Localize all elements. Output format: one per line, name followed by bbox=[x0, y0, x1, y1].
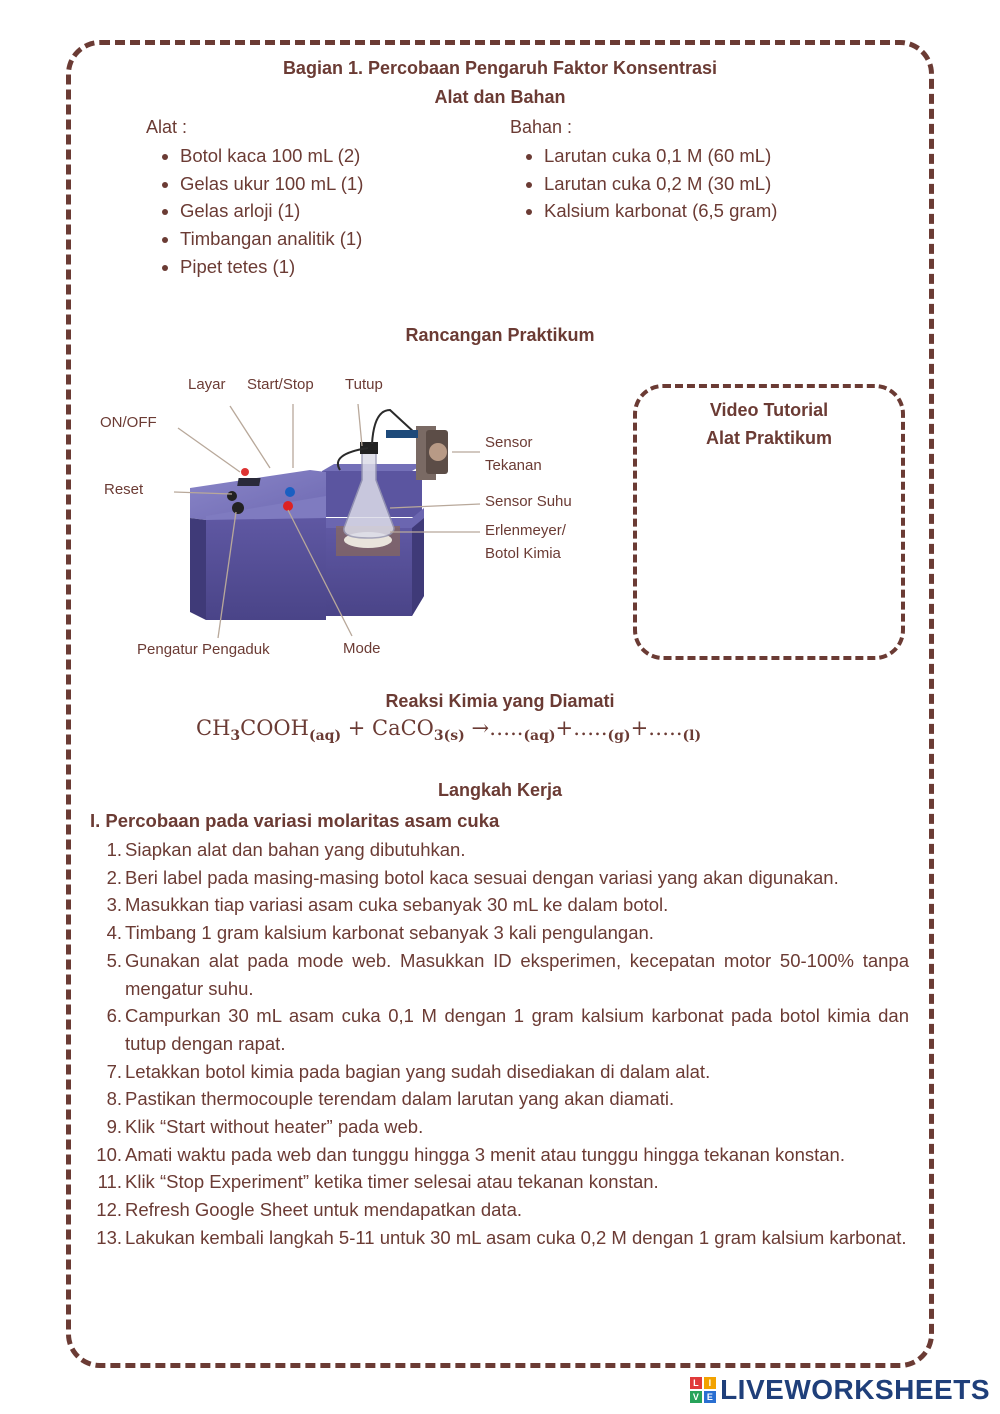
step-text: Klik “Stop Experiment” ketika timer selesai atau tekanan konstan. bbox=[125, 1171, 659, 1193]
label-sensor-tekanan-line1: Sensor bbox=[485, 434, 533, 451]
state-symbol: (aq) bbox=[308, 728, 342, 745]
reaction-equation bbox=[196, 716, 701, 744]
procedure-step bbox=[106, 947, 909, 1002]
label-sensor-tekanan-line2: Tekanan bbox=[485, 457, 542, 474]
brand-wordmark: LIVEWORKSHEETS bbox=[720, 1374, 990, 1405]
bahan-list bbox=[510, 142, 777, 225]
reactant-caco3: CaCO bbox=[372, 716, 434, 740]
design-heading: Rancangan Praktikum bbox=[405, 325, 595, 345]
state-symbol: (s) bbox=[443, 728, 465, 745]
step-text: Campurkan 30 mL asam cuka 0,1 M dengan 1 gram kalsium karbonat pada botol kimia dan tutup dengan rapat. bbox=[125, 1005, 909, 1054]
step-number: 7. bbox=[106, 1060, 122, 1082]
step-number: 12. bbox=[96, 1199, 122, 1221]
alat-item: • Botol kaca 100 mL (2) bbox=[180, 142, 363, 170]
step-text: Timbang 1 gram kalsium karbonat sebanyak 3 kali pengulangan. bbox=[125, 922, 654, 944]
plus-sign: + bbox=[341, 716, 373, 740]
procedure-steps bbox=[96, 836, 909, 1252]
product-blank-1[interactable]: ….. bbox=[489, 716, 524, 740]
reaction-arrow: → bbox=[464, 716, 490, 740]
label-mode: Mode bbox=[343, 640, 381, 657]
state-symbol: (g) bbox=[607, 728, 631, 745]
reactant-acetic: CH bbox=[196, 716, 231, 740]
bahan-item: • Kalsium karbonat (6,5 gram) bbox=[544, 197, 777, 225]
subscript: 3 bbox=[230, 728, 241, 745]
product-blank-2[interactable]: ….. bbox=[573, 716, 608, 740]
procedure-step bbox=[96, 1224, 909, 1252]
procedure-step bbox=[106, 1058, 909, 1086]
procedure-heading: Langkah Kerja bbox=[437, 780, 563, 800]
step-text: Klik “Start without heater” pada web. bbox=[125, 1116, 424, 1138]
state-symbol: (aq) bbox=[523, 728, 556, 745]
alat-item: • Gelas arloji (1) bbox=[180, 197, 363, 225]
state-symbol: (l) bbox=[682, 728, 702, 745]
apparatus-illustration bbox=[90, 368, 610, 668]
bahan-label: Bahan : bbox=[510, 117, 573, 137]
page-title: Bagian 1. Percobaan Pengaruh Faktor Konsentrasi bbox=[282, 58, 718, 78]
liveworksheets-logo-icon bbox=[690, 1377, 716, 1403]
plus-sign: + bbox=[555, 716, 574, 740]
logo-tile: E bbox=[704, 1391, 716, 1403]
step-number: 1. bbox=[106, 839, 122, 860]
logo-tile: I bbox=[704, 1377, 716, 1389]
procedure-section-title: I. Percobaan pada variasi molaritas asam cuka bbox=[90, 810, 500, 831]
procedure-step bbox=[106, 864, 909, 892]
step-number: 13. bbox=[96, 1226, 122, 1248]
step-text: Masukkan tiap variasi asam cuka sebanyak 30 mL ke dalam botol. bbox=[125, 894, 669, 916]
step-number: 5. bbox=[106, 949, 122, 971]
label-erlenmeyer-line2: Botol Kimia bbox=[485, 545, 561, 562]
step-number: 3. bbox=[106, 894, 122, 916]
label-reset: Reset bbox=[104, 481, 144, 498]
video-title-line1: Video Tutorial bbox=[709, 400, 829, 420]
alat-label: Alat : bbox=[146, 117, 188, 137]
procedure-step bbox=[96, 1141, 909, 1169]
step-number: 11. bbox=[97, 1171, 122, 1193]
alat-item: • Pipet tetes (1) bbox=[180, 253, 363, 281]
label-layar: Layar bbox=[188, 376, 226, 393]
step-number: 10. bbox=[96, 1143, 122, 1165]
step-number: 4. bbox=[106, 922, 122, 944]
alat-item: • Timbangan analitik (1) bbox=[180, 225, 363, 253]
step-number: 8. bbox=[106, 1088, 122, 1110]
step-text: Beri label pada masing-masing botol kaca sesuai dengan variasi yang akan digunakan. bbox=[125, 866, 839, 888]
procedure-step bbox=[106, 836, 909, 864]
procedure-step bbox=[96, 1196, 909, 1224]
step-number: 9. bbox=[106, 1116, 122, 1138]
materials-heading: Alat dan Bahan bbox=[434, 87, 566, 107]
step-number: 6. bbox=[106, 1005, 122, 1027]
step-text: Letakkan botol kimia pada bagian yang sudah disediakan di dalam alat. bbox=[125, 1060, 711, 1082]
procedure-step bbox=[106, 1085, 909, 1113]
logo-tile: V bbox=[690, 1391, 702, 1403]
label-pengatur-pengaduk: Pengatur Pengaduk bbox=[137, 641, 270, 658]
video-title-line2: Alat Praktikum bbox=[705, 428, 833, 448]
step-text: Siapkan alat dan bahan yang dibutuhkan. bbox=[125, 839, 466, 860]
step-text: Refresh Google Sheet untuk mendapatkan data. bbox=[125, 1199, 522, 1221]
procedure-step bbox=[106, 919, 909, 947]
label-sensor-suhu: Sensor Suhu bbox=[485, 493, 572, 510]
reactant-acetic-rest: COOH bbox=[240, 716, 309, 740]
label-tutup: Tutup bbox=[345, 376, 383, 393]
step-number: 2. bbox=[106, 866, 122, 888]
reaction-heading: Reaksi Kimia yang Diamati bbox=[385, 691, 615, 711]
apparatus-diagram bbox=[90, 368, 610, 668]
label-erlenmeyer-line1: Erlenmeyer/ bbox=[485, 522, 566, 539]
step-text: Gunakan alat pada mode web. Masukkan ID eksperimen, kecepatan motor 50-100% tanpa mengatur suhu. bbox=[125, 949, 909, 999]
subscript: 3 bbox=[433, 728, 444, 745]
procedure-step bbox=[106, 1113, 909, 1141]
plus-sign: + bbox=[630, 716, 649, 740]
liveworksheets-brand bbox=[690, 1374, 990, 1406]
step-text: Pastikan thermocouple terendam dalam larutan yang akan diamati. bbox=[125, 1088, 675, 1110]
label-start-stop: Start/Stop bbox=[247, 376, 314, 393]
procedure-step bbox=[106, 891, 909, 919]
product-blank-3[interactable]: ….. bbox=[648, 716, 683, 740]
alat-list bbox=[146, 142, 363, 281]
bahan-item: • Larutan cuka 0,1 M (60 mL) bbox=[544, 142, 777, 170]
logo-tile: L bbox=[690, 1377, 702, 1389]
video-tutorial-box[interactable] bbox=[633, 384, 905, 660]
label-on-off: ON/OFF bbox=[100, 414, 157, 431]
procedure-step bbox=[106, 1002, 909, 1057]
bahan-item: • Larutan cuka 0,2 M (30 mL) bbox=[544, 170, 777, 198]
alat-item: • Gelas ukur 100 mL (1) bbox=[180, 170, 363, 198]
step-text: Amati waktu pada web dan tunggu hingga 3 menit atau tunggu hingga tekanan konstan. bbox=[125, 1143, 845, 1165]
step-text: Lakukan kembali langkah 5-11 untuk 30 mL asam cuka 0,2 M dengan 1 gram kalsium karbonat. bbox=[125, 1226, 907, 1248]
procedure-step bbox=[97, 1168, 909, 1196]
